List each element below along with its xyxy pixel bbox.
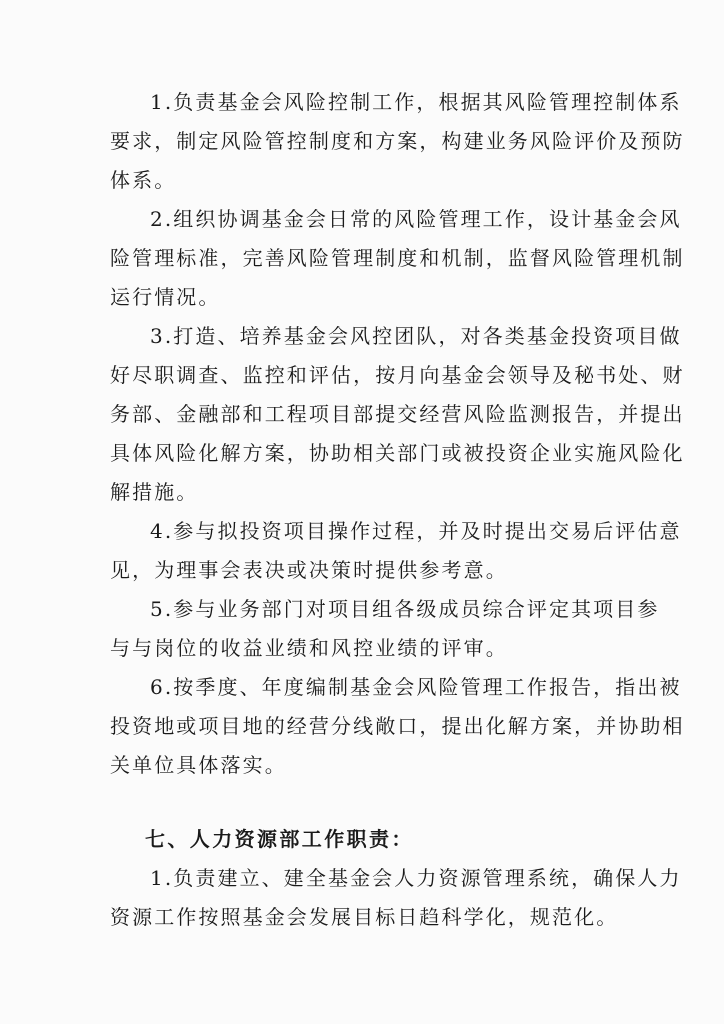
paragraph-6-line-2: 投资地或项目地的经营分线敞口，提出化解方案，并协助相 bbox=[110, 714, 685, 738]
paragraph-3-line-5: 解措施。 bbox=[110, 480, 199, 504]
paragraph-3-line-3: 务部、金融部和工程项目部提交经营风险监测报告，并提出 bbox=[110, 402, 685, 426]
paragraph-2-line-3: 运行情况。 bbox=[110, 285, 221, 309]
paragraph-4-line-2: 见，为理事会表决或决策时提供参考意。 bbox=[110, 558, 508, 582]
paragraph-2-line-2: 险管理标准，完善风险管理制度和机制，监督风险管理机制 bbox=[110, 246, 685, 270]
paragraph-1-line-1: 1.负责基金会风险控制工作，根据其风险管理控制体系 bbox=[150, 90, 682, 114]
paragraph-6-line-3: 关单位具体落实。 bbox=[110, 753, 287, 777]
paragraph-4-line-1: 4.参与拟投资项目操作过程，并及时提出交易后评估意 bbox=[150, 519, 682, 543]
paragraph-5-line-2: 与与岗位的收益业绩和风控业绩的评审。 bbox=[110, 636, 508, 660]
paragraph-1-line-2: 要求，制定风险管控制度和方案，构建业务风险评价及预防 bbox=[110, 129, 685, 153]
paragraph-6-line-1: 6.按季度、年度编制基金会风险管理工作报告，指出被 bbox=[150, 675, 682, 699]
paragraph-1-line-3: 体系。 bbox=[110, 168, 177, 192]
paragraph-2-line-1: 2.组织协调基金会日常的风险管理工作，设计基金会风 bbox=[150, 207, 682, 231]
section-paragraph-1-line-2: 资源工作按照基金会发展目标日趋科学化，规范化。 bbox=[110, 905, 619, 929]
paragraph-3-line-2: 好尽职调查、监控和评估，按月向基金会领导及秘书处、财 bbox=[110, 363, 685, 387]
section-heading: 七、人力资源部工作职责： bbox=[145, 827, 414, 851]
paragraph-3-line-1: 3.打造、培养基金会风控团队，对各类基金投资项目做 bbox=[150, 324, 682, 348]
paragraph-5-line-1: 5.参与业务部门对项目组各级成员综合评定其项目参 bbox=[150, 597, 660, 621]
section-paragraph-1-line-1: 1.负责建立、建全基金会人力资源管理系统，确保人力 bbox=[150, 866, 682, 890]
paragraph-3-line-4: 具体风险化解方案，协助相关部门或被投资企业实施风险化 bbox=[110, 441, 685, 465]
